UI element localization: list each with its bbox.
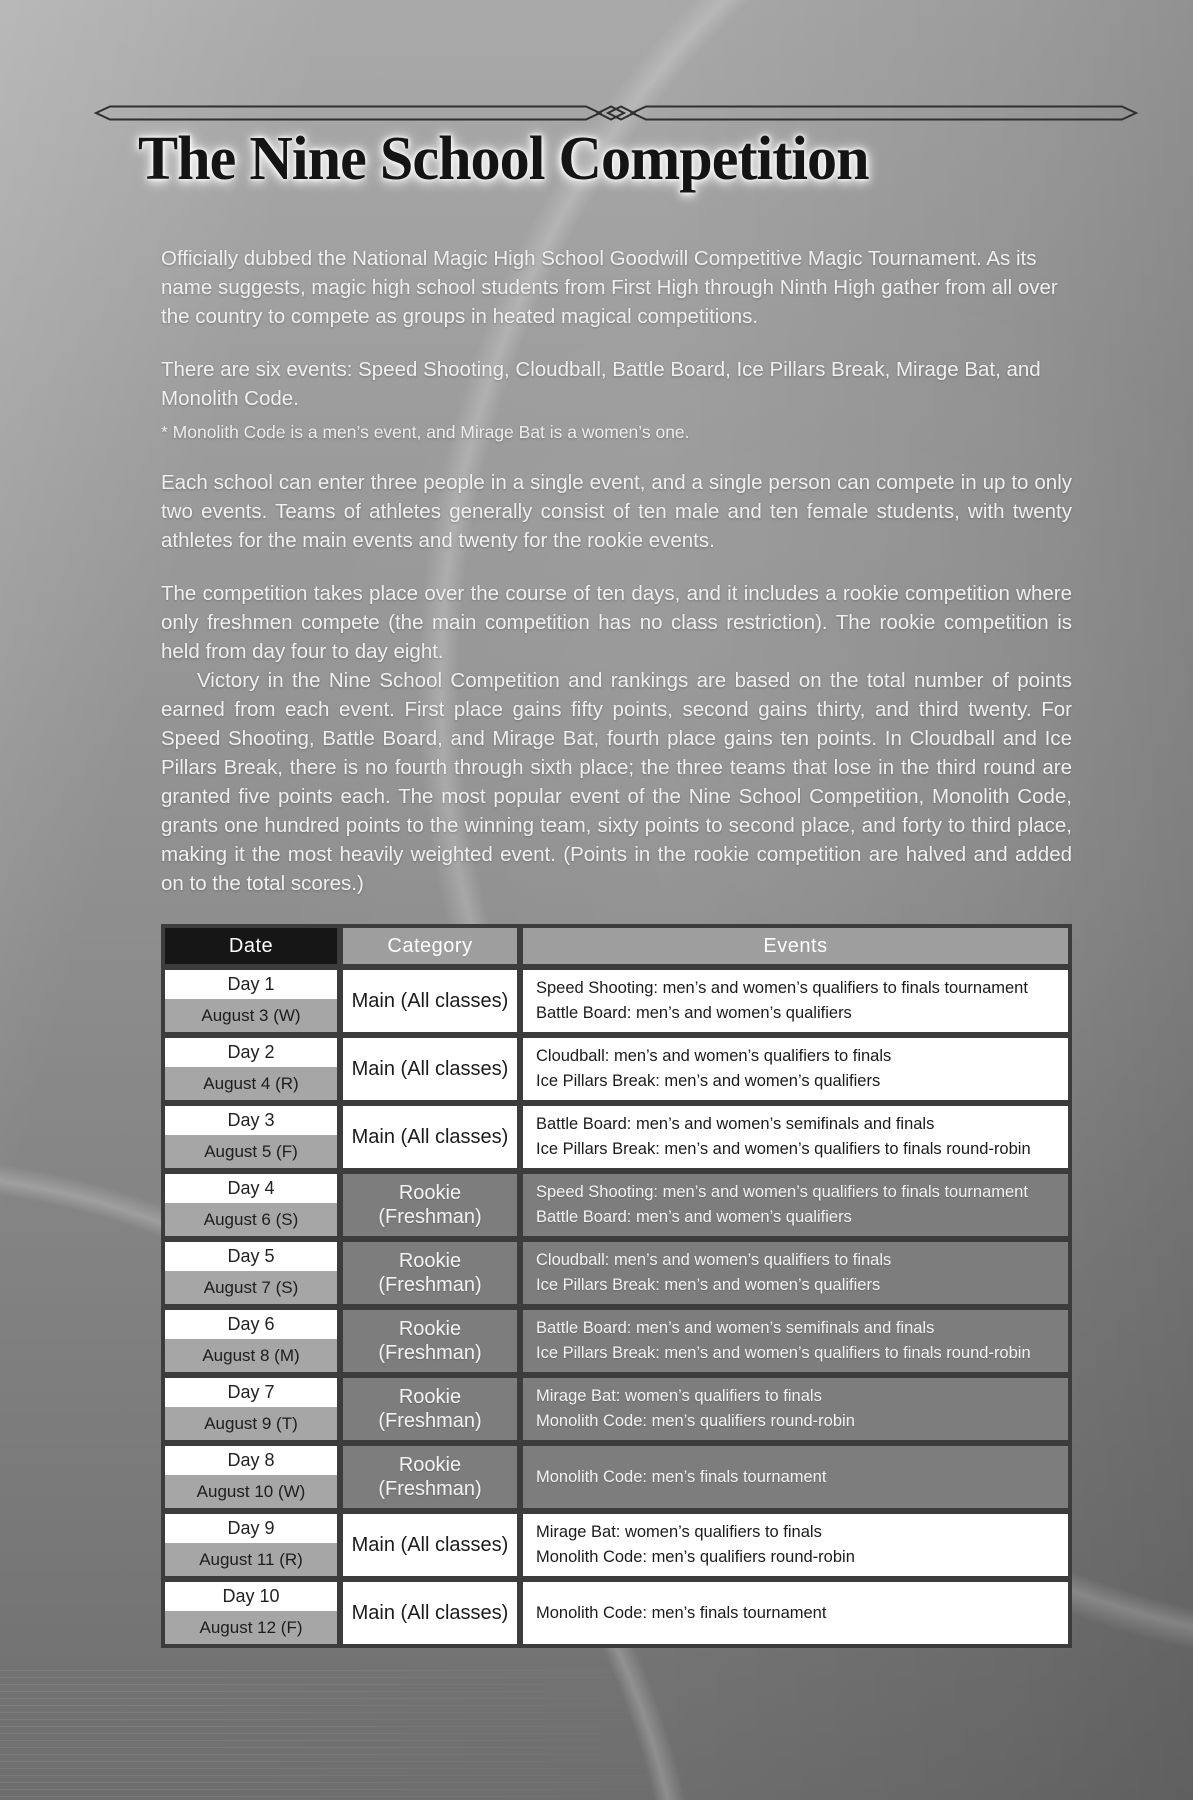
event-line: Battle Board: men’s and women’s semifinals and finals [536, 1319, 935, 1337]
category-label: Rookie [398, 1182, 462, 1204]
header-events: Events [523, 928, 1068, 964]
event-line: Battle Board: men’s and women’s qualifiers [536, 1004, 852, 1022]
events-cell [523, 1514, 1068, 1576]
event-line: Mirage Bat: women’s qualifiers to finals [536, 1523, 822, 1541]
category-cell [343, 1174, 517, 1236]
event-line: Cloudball: men’s and women’s qualifiers to finals [536, 1251, 892, 1269]
category-label: Rookie [398, 1250, 462, 1272]
date-label: August 3 (W) [165, 999, 337, 1032]
category-label-2: (Freshman) [378, 1206, 482, 1228]
day-label: Day 3 [165, 1106, 337, 1135]
day-label: Day 2 [165, 1038, 337, 1067]
paragraph-intro: Officially dubbed the National Magic High School Goodwill Competitive Magic Tournament. As its name suggests, magic high school students from First High through Ninth High gather from all over the country to compete as groups in heated magical competitions. [161, 247, 1058, 328]
event-line: Ice Pillars Break: men’s and women’s qualifiers to finals round-robin [536, 1140, 1031, 1158]
events-cell [523, 1242, 1068, 1304]
day-label: Day 7 [165, 1378, 337, 1407]
category-cell [343, 970, 517, 1032]
date-label: August 6 (S) [165, 1203, 337, 1236]
date-cell [165, 1514, 337, 1576]
event-line: Speed Shooting: men’s and women’s qualifiers to finals tournament [536, 1183, 1028, 1201]
schedule-table [161, 924, 1072, 1648]
category-label: Main (All classes) [351, 1126, 509, 1148]
category-label: Main (All classes) [351, 1602, 509, 1624]
date-label: August 7 (S) [165, 1271, 337, 1304]
page-title: The Nine School Competition [138, 125, 869, 193]
event-line: Ice Pillars Break: men’s and women’s qualifiers to finals round-robin [536, 1344, 1031, 1362]
event-line: Speed Shooting: men’s and women’s qualifiers to finals tournament [536, 979, 1028, 997]
category-cell [343, 1378, 517, 1440]
category-label-2: (Freshman) [378, 1410, 482, 1432]
category-label: Rookie [398, 1318, 462, 1340]
date-cell [165, 1310, 337, 1372]
date-cell [165, 1174, 337, 1236]
footnote: * Monolith Code is a men’s event, and Mirage Bat is a women’s one. [161, 422, 690, 442]
background-streak-lines [0, 1670, 720, 1800]
category-cell [343, 1242, 517, 1304]
events-cell [523, 1174, 1068, 1236]
date-cell [165, 1106, 337, 1168]
date-label: August 5 (F) [165, 1135, 337, 1168]
category-label: Main (All classes) [351, 990, 509, 1012]
event-line: Monolith Code: men’s finals tournament [536, 1603, 827, 1622]
category-label: Rookie [398, 1386, 462, 1408]
events-cell [523, 970, 1068, 1032]
paragraph-entry-rules: Each school can enter three people in a single event, and a single person can compete in up to only two events. Teams of athletes generally consist of ten male and ten female students, with twenty athletes for the main events and twenty for the rookie events. [161, 471, 1072, 552]
date-cell [165, 1582, 337, 1644]
category-cell [343, 1582, 517, 1644]
category-label-2: (Freshman) [378, 1274, 482, 1296]
date-cell [165, 1378, 337, 1440]
paragraph-schedule-overview: The competition takes place over the course of ten days, and it includes a rookie competition where only freshmen compete (the main competition has no class restriction). The rookie competition is held from day four to day eight. [161, 582, 1072, 663]
category-cell [343, 1514, 517, 1576]
date-label: August 8 (M) [165, 1339, 337, 1372]
day-label: Day 10 [165, 1582, 337, 1611]
day-label: Day 4 [165, 1174, 337, 1203]
header-date: Date [165, 928, 337, 964]
day-label: Day 9 [165, 1514, 337, 1543]
events-cell [523, 1106, 1068, 1168]
date-label: August 10 (W) [165, 1475, 337, 1508]
day-label: Day 1 [165, 970, 337, 999]
day-label: Day 5 [165, 1242, 337, 1271]
events-cell [523, 1582, 1068, 1644]
date-cell [165, 970, 337, 1032]
paragraph-events-list: There are six events: Speed Shooting, Cloudball, Battle Board, Ice Pillars Break, Mirage Bat, and Monolith Code. [161, 358, 1041, 410]
event-line: Battle Board: men’s and women’s qualifiers [536, 1208, 852, 1226]
category-cell [343, 1446, 517, 1508]
category-label: Main (All classes) [351, 1534, 509, 1556]
event-line: Monolith Code: men’s qualifiers round-robin [536, 1412, 855, 1430]
date-cell [165, 1038, 337, 1100]
day-label: Day 8 [165, 1446, 337, 1475]
paragraph-scoring: Victory in the Nine School Competition and rankings are based on the total number of points earned from each event. First place gains fifty points, second gains thirty, and third twenty. For Speed Shooting, Battle Board, and Mirage Bat, fourth place gains ten points. In Cloudball and Ice Pillars Break, there is no fourth through sixth place; the three teams that lose in the third round are granted five points each. The most popular event of the Nine School Competition, Monolith Code, grants one hundred points to the winning team, sixty points to second place, and forty to third place, making it the most heavily weighted event. (Points in the rookie competition are halved and added on to the total scores.) [161, 669, 1072, 895]
event-line: Ice Pillars Break: men’s and women’s qualifiers [536, 1072, 881, 1090]
category-label: Main (All classes) [351, 1058, 509, 1080]
date-cell [165, 1242, 337, 1304]
event-line: Ice Pillars Break: men’s and women’s qualifiers [536, 1276, 881, 1294]
category-cell [343, 1038, 517, 1100]
event-line: Cloudball: men’s and women’s qualifiers to finals [536, 1047, 892, 1065]
header-category: Category [343, 928, 517, 964]
event-line: Battle Board: men’s and women’s semifinals and finals [536, 1115, 935, 1133]
category-label-2: (Freshman) [378, 1478, 482, 1500]
events-cell [523, 1378, 1068, 1440]
events-cell [523, 1038, 1068, 1100]
divider-graphic [92, 103, 1140, 123]
event-line: Monolith Code: men’s finals tournament [536, 1467, 827, 1486]
date-label: August 9 (T) [165, 1407, 337, 1440]
date-cell [165, 1446, 337, 1508]
date-label: August 4 (R) [165, 1067, 337, 1100]
category-label: Rookie [398, 1454, 462, 1476]
category-label-2: (Freshman) [378, 1342, 482, 1364]
date-label: August 11 (R) [165, 1543, 337, 1576]
events-cell [523, 1310, 1068, 1372]
content-column [161, 244, 1072, 1648]
event-line: Mirage Bat: women’s qualifiers to finals [536, 1387, 822, 1405]
category-cell [343, 1106, 517, 1168]
date-label: August 12 (F) [165, 1611, 337, 1644]
event-line: Monolith Code: men’s qualifiers round-robin [536, 1548, 855, 1566]
day-label: Day 6 [165, 1310, 337, 1339]
events-cell [523, 1446, 1068, 1508]
category-cell [343, 1310, 517, 1372]
